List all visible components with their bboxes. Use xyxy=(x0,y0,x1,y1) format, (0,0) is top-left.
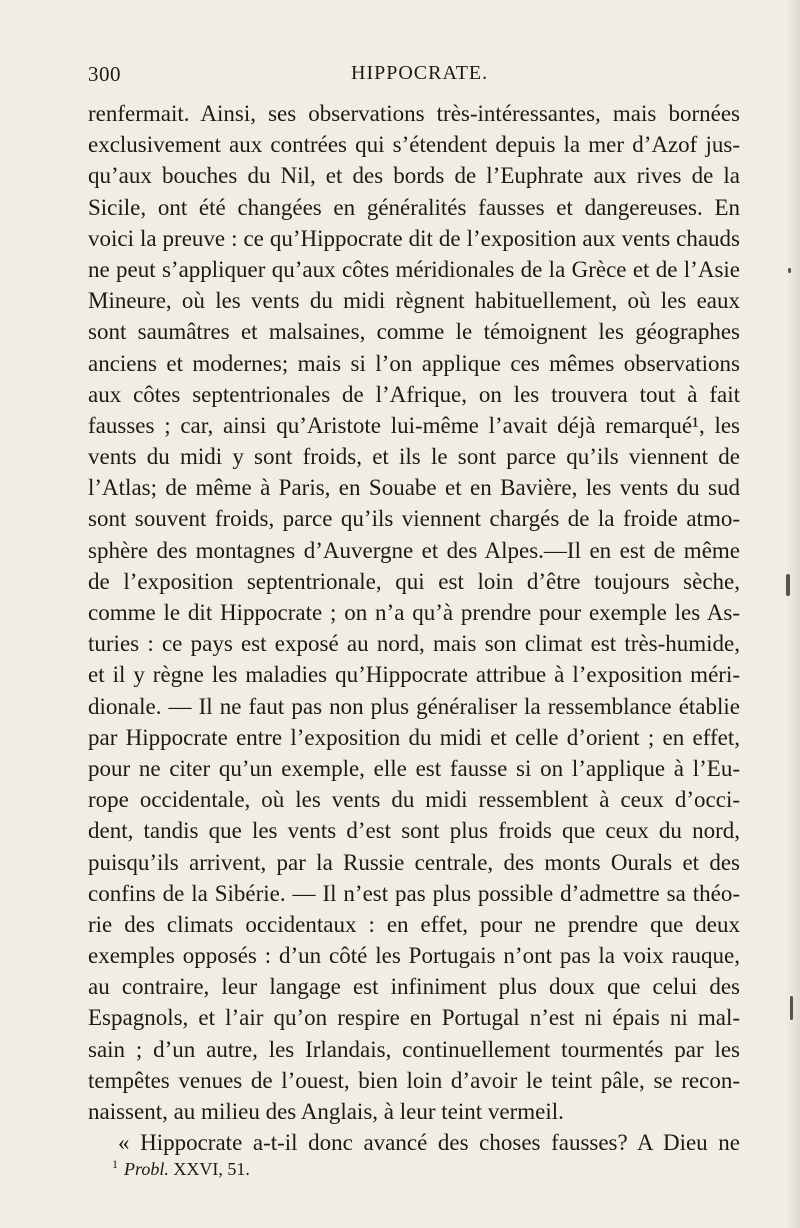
text-line: renfermait. Ainsi, ses observations très-intéressantes, mais bornées xyxy=(88,101,740,126)
text-line: Mineure, où les vents du midi règnent habituellement, où les eaux xyxy=(88,288,740,314)
text-line: puisqu’ils arrivent, par la Russie centrale, des monts Ourals et des xyxy=(88,849,740,875)
text-line: anciens et modernes; mais si l’on applique ces mêmes observations xyxy=(88,350,740,376)
text-line: « Hippocrate a-t-il donc avancé des choses fausses? A Dieu ne xyxy=(118,1130,740,1156)
paper-speck xyxy=(786,574,790,596)
text-line: et il y règne les maladies qu’Hippocrate attribue à l’exposition méri- xyxy=(88,662,740,688)
text-line: Espagnols, et l’air qu’on respire en Portugal n’est ni épais ni mal- xyxy=(88,1005,740,1031)
text-line: sont saumâtres et malsaines, comme le témoignent les géographes xyxy=(88,319,740,345)
footnote-title: Probl. xyxy=(124,1159,169,1179)
footnote xyxy=(112,1152,250,1181)
text-line: sphère des montagnes d’Auvergne et des Alpes.—Il en est de même xyxy=(88,537,740,563)
text-line: dionale. — Il ne faut pas non plus généraliser la ressemblance établie xyxy=(88,693,740,719)
text-line: Sicile, ont été changées en généralités fausses et dangereuses. En xyxy=(88,194,740,220)
text-line: vents du midi y sont froids, et ils le sont parce qu’ils viennent de xyxy=(88,444,740,470)
body-text xyxy=(88,98,740,1158)
text-line: au contraire, leur langage est infiniment plus doux que celui des xyxy=(88,974,740,1000)
text-line: exclusivement aux contrées qui s’étendent depuis la mer d’Azof jus- xyxy=(88,132,740,158)
text-line: fausses ; car, ainsi qu’Aristote lui-même l’avait déjà remarqué¹, les xyxy=(88,412,740,438)
page-header xyxy=(88,62,740,92)
text-line: exemples opposés : d’un côté les Portugais n’ont pas la voix rauque, xyxy=(88,943,740,969)
running-head: HIPPOCRATE. xyxy=(351,62,489,84)
text-line: aux côtes septentrionales de l’Afrique, on les trouvera tout à fait xyxy=(88,381,740,407)
text-line: ne peut s’appliquer qu’aux côtes méridionales de la Grèce et de l’Asie xyxy=(88,256,740,282)
text-line: confins de la Sibérie. — Il n’est pas plus possible d’admettre sa théo- xyxy=(88,880,740,906)
paper-speck xyxy=(790,996,793,1020)
text-line: qu’aux bouches du Nil, et des bords de l’Euphrate aux rives de la xyxy=(88,163,740,189)
text-line: dent, tandis que les vents d’est sont plus froids que ceux du nord, xyxy=(88,818,740,844)
text-line: sont souvent froids, parce qu’ils viennent chargés de la froide atmo- xyxy=(88,506,740,532)
text-line: naissent, au milieu des Anglais, à leur teint vermeil. xyxy=(88,1099,564,1124)
footnote-marker: 1 xyxy=(112,1157,118,1171)
text-line: rope occidentale, où les vents du midi ressemblent à ceux d’occi- xyxy=(88,787,740,813)
text-line: rie des climats occidentaux : en effet, pour ne prendre que deux xyxy=(88,911,740,937)
page-number: 300 xyxy=(88,62,121,86)
text-line: comme le dit Hippocrate ; on n’a qu’à prendre pour exemple les As- xyxy=(88,600,740,625)
text-line: sain ; d’un autre, les Irlandais, continuellement tourmentés par les xyxy=(88,1036,740,1062)
footnote-reference: XXVI, 51. xyxy=(173,1159,250,1179)
text-line: voici la preuve : ce qu’Hippocrate dit de l’exposition aux vents chauds xyxy=(88,225,740,251)
text-line: tempêtes venues de l’ouest, bien loin d’avoir le teint pâle, se recon- xyxy=(88,1067,740,1093)
text-line: turies : ce pays est exposé au nord, mais son climat est très-humide, xyxy=(88,631,740,657)
paper-speck xyxy=(788,268,791,273)
text-line: l’Atlas; de même à Paris, en Souabe et en Bavière, les vents du sud xyxy=(88,475,740,501)
text-line: par Hippocrate entre l’exposition du midi et celle d’orient ; en effet, xyxy=(88,724,740,750)
text-line: pour ne citer qu’un exemple, elle est fausse si on l’applique à l’Eu- xyxy=(88,755,740,781)
text-line: de l’exposition septentrionale, qui est loin d’être toujours sèche, xyxy=(88,568,740,594)
page-edge-shadow xyxy=(786,0,800,1228)
